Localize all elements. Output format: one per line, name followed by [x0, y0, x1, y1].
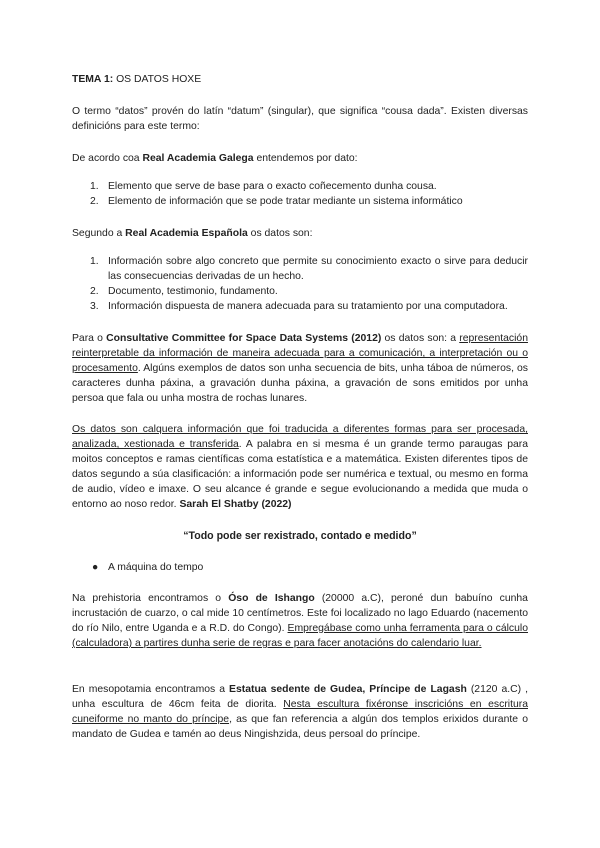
- ishango-usage: Empregábase como unha ferramenta para o cálculo (calculadora) a partires dunha serie de regras e para facer anotacións do calendario luar.: [72, 623, 528, 649]
- list-number: 2.: [90, 286, 99, 297]
- list-item-text: Elemento que serve de base para o exacto coñecemento dunha cousa.: [108, 181, 437, 192]
- rae-tail: os datos son:: [247, 228, 313, 239]
- ccsds-paragraph: [72, 331, 528, 406]
- ishango-tail: (20000 a.C), peroné dun babuíno cunha incrustación de cuarzo, o cal mide 10 centímetros. Este foi localizado no lago Eduardo (nacemento do río Nilo, entre Uganda e a R.D. do Congo).: [72, 593, 528, 634]
- gudea-lead: En mesopotamia encontramos a: [72, 684, 230, 695]
- list-item: [72, 194, 528, 209]
- list-item: [72, 179, 528, 194]
- section-title-text: OS DATOS HOXE: [113, 74, 202, 85]
- section-title-label: TEMA 1:: [72, 74, 114, 85]
- list-item: [72, 254, 528, 284]
- gudea-source: Estatua sedente de Gudea, Príncipe de Lagash: [229, 684, 467, 695]
- bullet-text: A máquina do tempo: [108, 562, 204, 573]
- rag-source: Real Academia Galega: [142, 153, 254, 164]
- rae-source: Real Academia Española: [125, 228, 248, 239]
- ccsds-source: Consultative Committee for Space Data Systems (2012): [106, 333, 382, 344]
- gudea-mid: (2120 a.C) , unha escultura de 46cm feita de diorita.: [72, 684, 528, 710]
- rag-lead: De acordo coa: [72, 153, 143, 164]
- list-item-text: Elemento de información que se pode tratar mediante un sistema informático: [108, 196, 463, 207]
- list-item-text: Documento, testimonio, fundamento.: [108, 286, 278, 297]
- rag-tail: entendemos por dato:: [253, 153, 358, 164]
- list-number: 2.: [90, 196, 99, 207]
- bullet-item: [72, 560, 528, 575]
- list-number: 1.: [90, 181, 99, 192]
- ccsds-lead: Para o: [72, 333, 107, 344]
- ccsds-tail: . Algúns exemplos de datos son unha secuencia de bits, unha táboa de números, os caracteres dunha páxina, a gravación dunha páxina, a gravación de sons emitidos por unha persoa que fala ou unha mostra de rochas lunares.: [72, 363, 528, 404]
- ccsds-definition: representación reinterpretable da información de maneira adecuada para a comunicación, a interpretación ou o procesamento: [72, 333, 528, 374]
- ishango-paragraph: [72, 591, 528, 651]
- gudea-inscriptions: Nesta escultura fixéronse inscricións en escritura cuneiforme no manto do príncipe: [72, 699, 528, 725]
- rae-paragraph: [72, 226, 528, 241]
- shatby-paragraph: [72, 422, 528, 512]
- document-page: [72, 64, 528, 742]
- rag-definitions-list: [72, 179, 528, 209]
- quote: “Todo pode ser rexistrado, contado e medido”: [183, 530, 417, 542]
- rag-paragraph: [72, 151, 528, 166]
- list-item-text: Información dispuesta de manera adecuada para su tratamiento por una computadora.: [108, 301, 508, 312]
- shatby-tail: . A palabra en si mesma é un grande termo paraugas para moitos conceptos e ramas científicas coma estatística e a matemática. Existen diferentes tipos de datos segundo a súa clasificación: a información pode ser numérica e textual, ou mesmo en forma de audio, vídeo e imaxe. O seu alcance é grande e segue evolucionando a medida que muda o entorno ao noso redor.: [72, 439, 528, 510]
- list-item-text: Información sobre algo concreto que permite su conocimiento exacto o sirve para deducir las consecuencias derivadas de un hecho.: [108, 256, 528, 282]
- list-number: 3.: [90, 301, 99, 312]
- section-title: [72, 72, 528, 87]
- bullet-icon: ●: [92, 562, 99, 573]
- ccsds-mid: os datos son: a: [381, 333, 460, 344]
- list-item: [72, 284, 528, 299]
- ishango-source: Óso de Ishango: [228, 593, 315, 604]
- shatby-source: Sarah El Shatby (2022): [179, 499, 292, 510]
- shatby-definition: Os datos son calquera información que foi traducida a diferentes formas para ser procesada, analizada, xestionada e transferida: [72, 424, 528, 450]
- rae-lead: Segundo a: [72, 228, 126, 239]
- list-number: 1.: [90, 256, 99, 267]
- intro-paragraph: O termo “datos” provén do latín “datum” (singular), que significa “cousa dada”. Existen diversas definicións para este termo:: [72, 106, 528, 132]
- rae-definitions-list: [72, 254, 528, 314]
- ishango-lead: Na prehistoria encontramos o: [72, 593, 229, 604]
- gudea-tail: , as que fan referencia a algún dos templos erixidos durante o mandato de Gudea e tamén ao deus Ningishzida, deus persoal do príncipe.: [72, 714, 528, 740]
- gudea-paragraph: [72, 682, 528, 742]
- list-item: [72, 299, 528, 314]
